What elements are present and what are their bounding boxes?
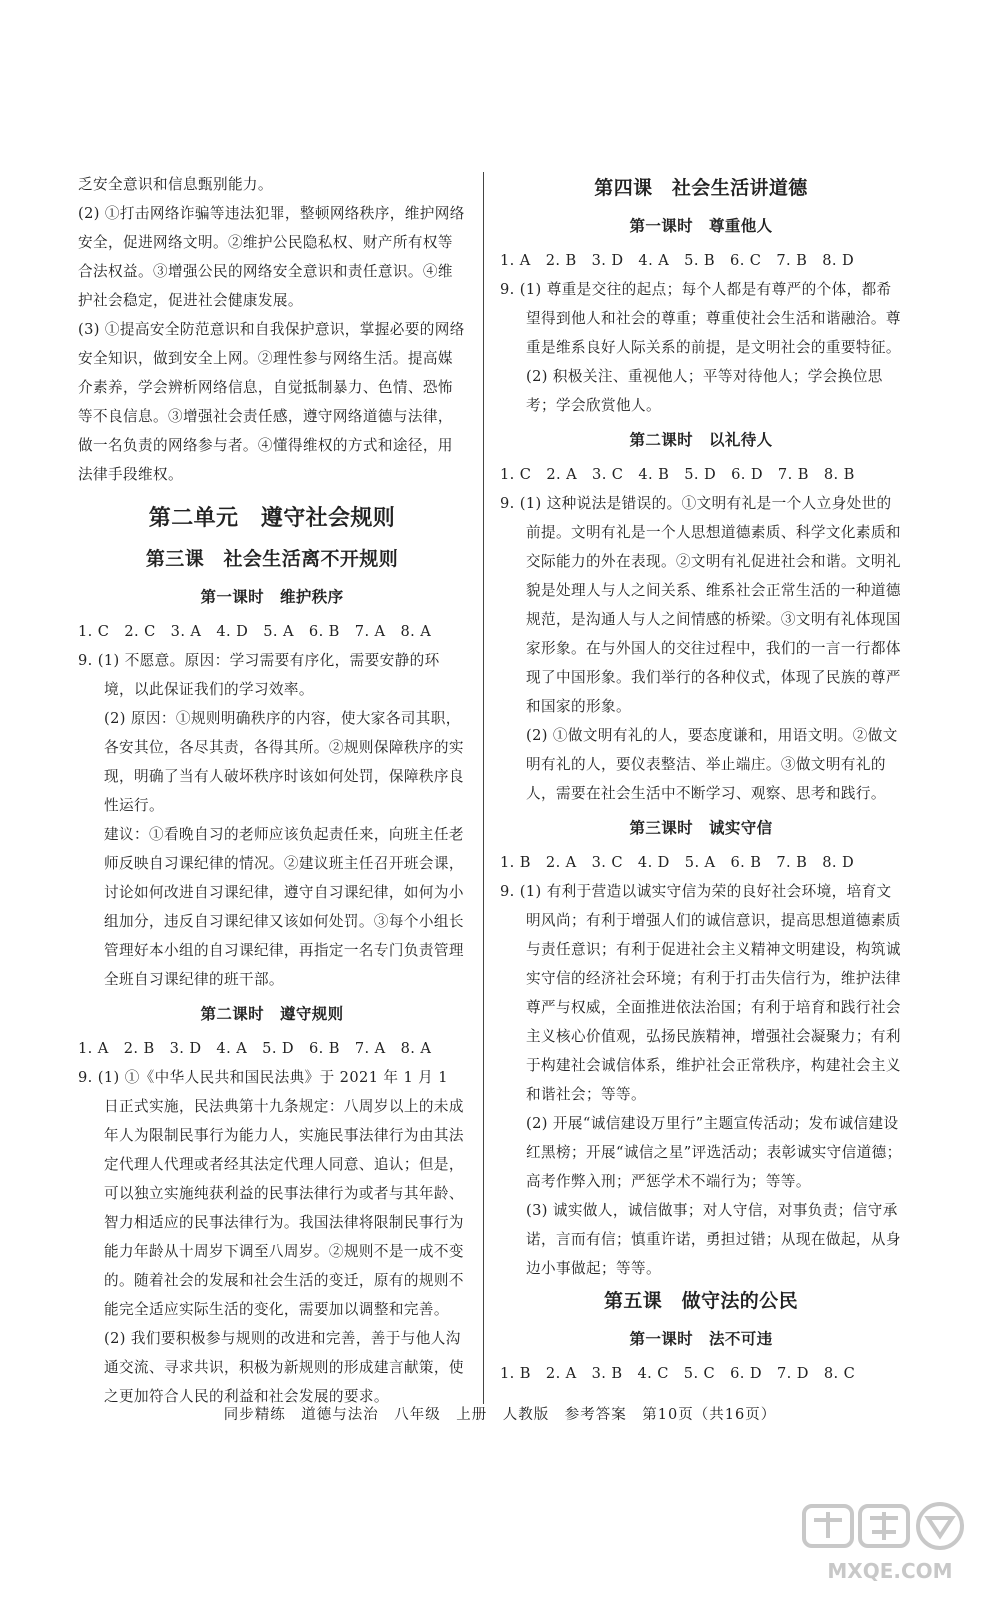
lesson5-title: 第五课 做守法的公民: [603, 1290, 798, 1312]
q9-number: 9.: [500, 495, 515, 512]
l4p3-q9-part1: (1) 有利于营造以诚实守信为荣的良好社会环境，培育文明风尚；有利于增强人们的诚信意识，提高思想道德素质与责任意识；有利于促进社会主义精神文明建设，构筑诚实守信的经济社会环境；有利于打击失信行为，维护法律尊严与权威，全面推进依法治国；有利于培育和践行社会主义核心价值观，弘扬民族精神，增强社会凝聚力；有利于构建社会诚信体系，维护社会正常秩序，构建社会主义和谐社会；等等。: [519, 883, 901, 1103]
l3p1-q9: [78, 646, 466, 704]
l5p1-title: 第一课时 法不可违: [629, 1329, 773, 1348]
l4p3-q9: [500, 877, 902, 1109]
intro-para-3: (3) ①提高安全防范意识和自我保护意识，掌握必要的网络安全知识，做到安全上网。②理性参与网络生活。提高媒介素养，学会辨析网络信息，自觉抵制暴力、色情、恐怖等不良信息。③增强社会责任感，遵守网络道德与法律，做一名负责的网络参与者。④懂得维权的方式和途径，用法律手段维权。: [78, 321, 465, 483]
l4p2-q9: [500, 489, 902, 721]
lesson3-title: 第三课 社会生活离不开规则: [145, 548, 399, 570]
right-column: [500, 170, 902, 1388]
l4p2-answers: 1. C 2. A 3. C 4. B 5. D 6. D 7. B 8. B: [500, 466, 855, 483]
l3p1-title: 第一课时 维护秩序: [200, 587, 344, 606]
l4p1-q9: [500, 275, 902, 362]
lesson4-title: 第四课 社会生活讲道德: [594, 177, 808, 199]
l4p3-title: 第三课时 诚实守信: [629, 818, 773, 837]
watermark-graphic: [800, 1500, 980, 1590]
column-divider: [483, 172, 484, 1404]
l3p2-answers: 1. A 2. B 3. D 4. A 5. D 6. B 7. A 8. A: [78, 1040, 432, 1057]
unit-title: 第二单元 遵守社会规则: [148, 505, 396, 531]
q9-number: 9.: [500, 281, 515, 298]
l4p3-q9-part2: (2) 开展“诚信建设万里行”主题宣传活动；发布诚信建设红黑榜；开展“诚信之星”评选活动；表彰诚实守信道德；高考作弊入刑；严惩学术不端行为；等等。: [526, 1115, 902, 1190]
q9-number: 9.: [78, 1069, 93, 1086]
l3p2-q9: [78, 1063, 466, 1324]
q9-number: 9.: [500, 883, 515, 900]
left-column: [78, 170, 466, 1411]
l4p1-answers: 1. A 2. B 3. D 4. A 5. B 6. C 7. B 8. D: [500, 252, 855, 269]
l3p2-q9-part2: (2) 我们要积极参与规则的改进和完善，善于与他人沟通交流、寻求共识，积极为新规则的形成建言献策，使之更加符合人民的利益和社会发展的要求。: [104, 1330, 464, 1405]
intro-line-1: 乏安全意识和信息甄别能力。: [78, 176, 273, 193]
intro-para-2: (2) ①打击网络诈骗等违法犯罪，整顿网络秩序，维护网络安全，促进网络文明。②维护公民隐私权、财产所有权等合法权益。③增强公民的网络安全意识和责任意识。④维护社会稳定，促进社会健康发展。: [78, 205, 465, 309]
l3p2-title: 第二课时 遵守规则: [200, 1004, 344, 1023]
l4p1-title: 第一课时 尊重他人: [629, 216, 773, 235]
q9-number: 9.: [78, 652, 93, 669]
l5p1-answers: 1. B 2. A 3. B 4. C 5. C 6. D 7. D 8. C: [500, 1365, 856, 1382]
watermark-logo: [800, 1500, 980, 1590]
l3p1-q9-suggestion: 建议：①看晚自习的老师应该负起责任来，向班主任老师反映自习课纪律的情况。②建议班主任召开班会课，讨论如何改进自习课纪律，遵守自习课纪律，如何为小组加分，违反自习课纪律又该如何处罚。③每个小组长管理好本小组的自习课纪律，再指定一名专门负责管理全班自习课纪律的班干部。: [104, 826, 464, 988]
l4p3-answers: 1. B 2. A 3. C 4. D 5. A 6. B 7. B 8. D: [500, 854, 855, 871]
l3p1-q9-part1: (1) 不愿意。原因：学习需要有序化，需要安静的环境，以此保证我们的学习效率。: [97, 652, 440, 698]
l3p1-q9-part2: (2) 原因：①规则明确秩序的内容，使大家各司其职，各安其位，各尽其责，各得其所。②规则保障秩序的实现，明确了当有人破坏秩序时该如何处罚，保障秩序良性运行。: [104, 710, 464, 814]
watermark-text: MXQE.COM: [827, 1559, 953, 1583]
l4p2-q9-part1: (1) 这种说法是错误的。①文明有礼是一个人立身处世的前提。文明有礼是一个人思想道德素质、科学文化素质和交际能力的外在表现。②文明有礼促进社会和谐。文明礼貌是处理人与人之间关系、维系社会正常生活的一种道德规范，是沟通人与人之间情感的桥梁。③文明有礼体现国家形象。在与外国人的交往过程中，我们的一言一行都体现了中国形象。我们举行的各种仪式，体现了民族的尊严和国家的形象。: [519, 495, 901, 715]
page-footer: 同步精练 道德与法治 八年级 上册 人教版 参考答案 第10页（共16页）: [223, 1407, 777, 1423]
l3p2-q9-part1: (1) ①《中华人民共和国民法典》于 2021 年 1 月 1 日正式实施，民法典第十九条规定：八周岁以上的未成年人为限制民事行为能力人，实施民事法律行为由其法定代理人代理或者经其法定代理人同意、追认；但是，可以独立实施纯获利益的民事法律行为或者与其年龄、智力相适应的民事法律行为。我国法律将限制民事行为能力年龄从十周岁下调至八周岁。②规则不是一成不变的。随着社会的发展和社会生活的变迁，原有的规则不能完全适应实际生活的变化，需要加以调整和完善。: [97, 1069, 464, 1318]
l3p1-answers: 1. C 2. C 3. A 4. D 5. A 6. B 7. A 8. A: [78, 623, 432, 640]
l4p2-q9-part2: (2) ①做文明有礼的人，要态度谦和，用语文明。②做文明有礼的人，要仪表整洁、举止端庄。③做文明有礼的人，需要在社会生活中不断学习、观察、思考和践行。: [526, 727, 898, 802]
l4p2-title: 第二课时 以礼待人: [629, 430, 773, 449]
l4p1-q9-part2: (2) 积极关注、重视他人；平等对待他人；学会换位思考；学会欣赏他人。: [526, 368, 883, 414]
l4p3-q9-part3: (3) 诚实做人，诚信做事；对人守信，对事负责；信守承诺，言而有信；慎重许诺，勇担过错；从现在做起，从身边小事做起；等等。: [526, 1202, 901, 1277]
l4p1-q9-part1: (1) 尊重是交往的起点；每个人都是有尊严的个体，都希望得到他人和社会的尊重；尊重使社会生活和谐融洽。尊重是维系良好人际关系的前提，是文明社会的重要特征。: [519, 281, 901, 356]
